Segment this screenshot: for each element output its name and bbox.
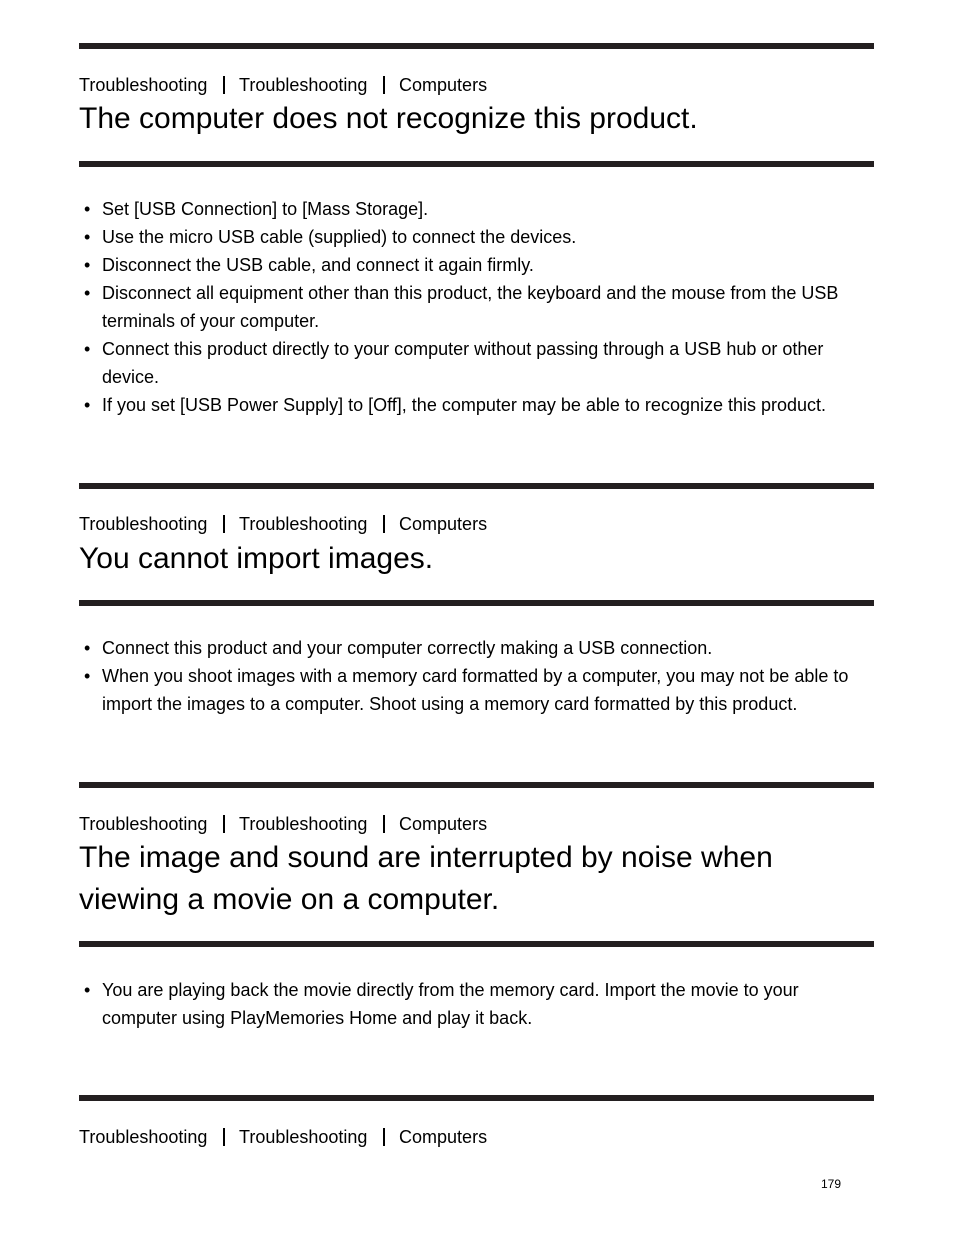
- breadcrumb: [79, 513, 487, 535]
- section-title: You cannot import images.: [79, 542, 434, 575]
- solution-list: [79, 976, 874, 1032]
- section-top-rule: [79, 483, 874, 489]
- list-item: • Connect this product and your computer correctly making a USB connection.: [79, 634, 874, 662]
- breadcrumb-item[interactable]: Computers: [399, 514, 488, 534]
- solution-list: [79, 634, 874, 718]
- breadcrumb-item[interactable]: Computers: [399, 1127, 488, 1147]
- breadcrumb-item[interactable]: Troubleshooting: [79, 514, 208, 534]
- list-item: • If you set [USB Power Supply] to [Off], the computer may be able to recognize this product.: [79, 391, 874, 419]
- list-item: • Use the micro USB cable (supplied) to connect the devices.: [79, 223, 874, 251]
- list-item: • Set [USB Connection] to [Mass Storage].: [79, 195, 874, 223]
- breadcrumb-separator: [223, 76, 225, 94]
- breadcrumb: [79, 74, 487, 96]
- breadcrumb-separator: [383, 1128, 385, 1146]
- list-item: • Disconnect all equipment other than this product, the keyboard and the mouse from the USB terminals of your computer.: [79, 279, 874, 335]
- breadcrumb-item[interactable]: Troubleshooting: [239, 1127, 368, 1147]
- breadcrumb-item[interactable]: Troubleshooting: [239, 814, 368, 834]
- section-top-rule: [79, 1095, 874, 1101]
- breadcrumb-separator: [223, 1128, 225, 1146]
- breadcrumb-separator: [383, 815, 385, 833]
- section-top-rule: [79, 43, 874, 49]
- section-top-rule: [79, 782, 874, 788]
- breadcrumb: [79, 1126, 487, 1148]
- section-title-rule: [79, 941, 874, 947]
- breadcrumb-item[interactable]: Troubleshooting: [79, 75, 208, 95]
- list-item: • Connect this product directly to your computer without passing through a USB hub or other device.: [79, 335, 874, 391]
- list-item: • When you shoot images with a memory card formatted by a computer, you may not be able to import the images to a computer. Shoot using a memory card formatted by this product.: [79, 662, 874, 718]
- breadcrumb-separator: [223, 515, 225, 533]
- solution-list: [79, 195, 874, 419]
- breadcrumb: [79, 813, 487, 835]
- list-item: • You are playing back the movie directly from the memory card. Import the movie to your computer using PlayMemories Home and play it back.: [79, 976, 874, 1032]
- breadcrumb-item[interactable]: Computers: [399, 814, 488, 834]
- section-title: The image and sound are interrupted by noise when viewing a movie on a computer.: [79, 841, 773, 916]
- page-number: 179: [821, 1177, 842, 1191]
- section-title-rule: [79, 600, 874, 606]
- breadcrumb-item[interactable]: Computers: [399, 75, 488, 95]
- breadcrumb-separator: [383, 76, 385, 94]
- breadcrumb-item[interactable]: Troubleshooting: [239, 514, 368, 534]
- breadcrumb-item[interactable]: Troubleshooting: [239, 75, 368, 95]
- list-item: • Disconnect the USB cable, and connect it again firmly.: [79, 251, 874, 279]
- breadcrumb-item[interactable]: Troubleshooting: [79, 814, 208, 834]
- breadcrumb-separator: [383, 515, 385, 533]
- breadcrumb-item[interactable]: Troubleshooting: [79, 1127, 208, 1147]
- section-title-rule: [79, 161, 874, 167]
- breadcrumb-separator: [223, 815, 225, 833]
- section-title: The computer does not recognize this product.: [79, 102, 698, 135]
